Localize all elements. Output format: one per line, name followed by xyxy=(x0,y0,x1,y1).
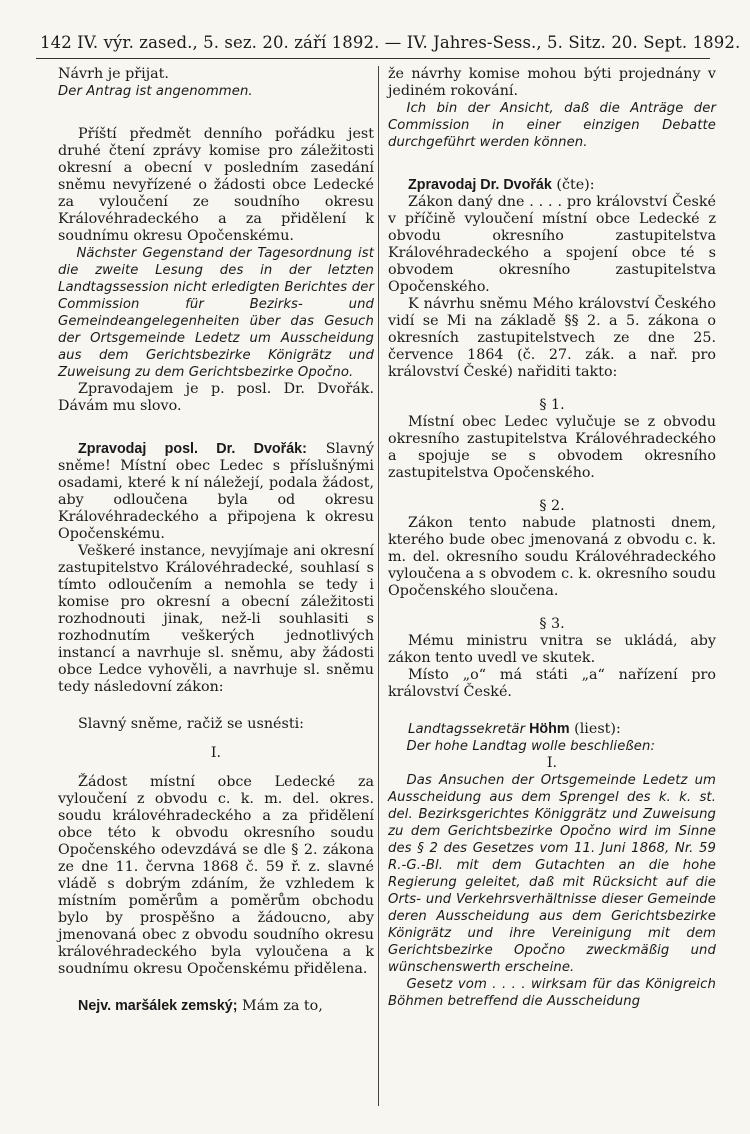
section-3-heading: § 3. xyxy=(539,616,565,632)
right-column xyxy=(388,66,716,1010)
section-1-text: Místní obec Ledec vylučuje se z obvodu okresního zastupitelstva Královéhradeckého a spojuje se s obvodem okresního zastupitelstva Opočenského. xyxy=(388,414,716,481)
marshal-speech xyxy=(58,998,374,1015)
section-3-text: Mému ministru vnitra se ukládá, aby zákon tento uvedl ve skutek. xyxy=(388,633,716,666)
secretary-reads xyxy=(388,721,716,738)
secretary-title: Landtagssekretär xyxy=(408,722,526,737)
instances-paragraph: Veškeré instance, nevyjímaje ani okresní zastupitelstvo Královéhradecké, souhlasí s tímto odloučením a nemohla se tedy i komise pro okresní a obecní záležitosti rozhodnouti jinak, než-li souhlasiti s rozhodnutím veškerých jednotlivých instancí a navrhuje sl. sněmu, aby žádosti obce Ledce vyhověli, a navrhuje sl. sněmu tedy následovní zákon: xyxy=(58,543,374,695)
left-column xyxy=(58,66,374,1015)
petition-paragraph: Žádost místní obce Ledecké za vyloučení z obvodu c. k. m. del. okres. soudu královéhradeckého a za přidělení obce této k obvodu okresního soudu Opočenského odevzdává se dle § 2. zákona ze dne 11. června 1868 č. 59 ř. z. slavné vládě s dobrým zdáním, že vzhledem k místním poměrům a poměrům obchodu bylo by prospěšno a žádoucno, aby jmenovaná obec z obvodu soudního okresu královéhradeckého byla vyloučena a k soudnímu okresu Opočenskému přidělena. xyxy=(58,774,374,977)
law-title-de: Gesetz vom . . . . wirksam für das Königreich Böhmen betreffend die Ausscheidung xyxy=(388,977,716,1009)
next-item-de: Nächster Gegenstand der Tagesordnung ist die zweite Lesung des in der letzten Landtagssession nicht erledigten Berichtes der Commission für Bezirks- und Gemeindeangelegenheiten über das Gesuch der Ortsgemeinde Ledetz um Ausscheidung aus dem Gerichtsbezirke Königrätz und Zuweisung zu dem Gerichtsbezirke Opočno. xyxy=(58,246,374,380)
law-preamble: K návrhu sněmu Mého království Českého vidí se Mi na základě §§ 2. a 5. zákona o okresních zastupitelstvech ze dne 25. července 1864 (č. 27. zák. a nař. pro království České) nařiditi takto: xyxy=(388,296,716,380)
joint-debate-cz: že návrhy komise mohou býti projednány v jediném rokování. xyxy=(388,66,716,99)
section-2-text: Zákon tento nabude platnosti dnem, kterého bude obec jmenovaná z obvodu c. k. m. del. okresního soudu Královéhradeckého vyloučena a s obvodem c. k. okresního soudu Opočenského sloučena. xyxy=(388,515,716,599)
speaker-name: Nejv. maršálek zemský; xyxy=(78,998,238,1014)
speaker-tail: (čte): xyxy=(551,177,595,193)
column-divider xyxy=(378,66,379,1106)
next-item-cz: Příští předmět denního pořádku jest druhé čtení zprávy komise pro záležitosti okresní a obecní v posledním zasedání sněmu nevyřízené o žádosti obce Ledecké za vyloučení ze soudního okresu Královéhradeckého a za přidělení k soudnímu okresu Opočenskému. xyxy=(58,126,374,244)
section-i-heading: I. xyxy=(210,745,222,761)
speaker-name: Zpravodaj posl. Dr. Dvořák: xyxy=(78,441,307,457)
petition-paragraph-de: Das Ansuchen der Ortsgemeinde Ledetz um Ausscheidung aus dem Sprengel des k. k. st. del. Bezirksgerichtes Königgrätz und Zuweisung zu dem Gerichtsbezirke Opočno wird im Sinne des § 2 des Gesetzes vom 11. Juni 1868, Nr. 59 R.-G.-Bl. mit dem Gutachten an die hohe Regierung geleitet, daß mit Rücksicht auf die Orts- und Verkehrsverhältnisse dieser Gemeinde deren Ausscheidung aus dem Gerichtsbezirke Königrätz und ihre Vereinigung mit dem Gerichtsbezirke Opočno zweckmäßig und wünschenswerth erscheine. xyxy=(388,773,716,975)
law-title: Zákon daný dne . . . . pro království České v příčině vyloučení místní obce Ledecké z obvodu okresního zastupitelstva Královéhradeckého a spojení obce té s obvodem okresního zastupitelstva Opočenského. xyxy=(388,194,716,295)
joint-debate-de: Ich bin der Ansicht, daß die Anträge der Commission in einer einzigen Debatte durchgeführt werden können. xyxy=(388,101,716,150)
header-rule xyxy=(36,58,710,59)
secretary-name: Höhm xyxy=(525,721,570,737)
resolution-formula-de: Der hohe Landtag wolle beschließen: xyxy=(406,739,656,754)
speaker-name: Zpravodaj Dr. Dvořák xyxy=(408,177,552,193)
page-header: 142 IV. výr. zased., 5. sez. 20. září 1892. — IV. Jahres-Sess., 5. Sitz. 20. Sept. 1892. xyxy=(40,33,741,52)
resolution-formula: Slavný sněme, račiž se usnésti: xyxy=(78,716,304,732)
motion-accepted-cz: Návrh je přijat. xyxy=(58,66,169,82)
speaker-tail: (liest): xyxy=(569,721,621,737)
rapporteur-speech xyxy=(58,441,374,543)
rapporteur-intro: Zpravodajem je p. posl. Dr. Dvořák. Dávám mu slovo. xyxy=(58,381,374,414)
section-1-heading: § 1. xyxy=(539,397,565,413)
speech-text: Mám za to, xyxy=(237,998,323,1014)
rapporteur-reads xyxy=(388,177,716,194)
section-i-heading-de: I. xyxy=(546,755,558,771)
section-2-heading: § 2. xyxy=(539,498,565,514)
section-3-note: Místo „o“ má státi „a“ nařízení pro království České. xyxy=(388,667,716,700)
motion-accepted-de: Der Antrag ist angenommen. xyxy=(58,84,253,99)
speech-text: Slavný sněme! Místní obec Ledec s příslušnými osadami, které k ní náležejí, podala žádost, aby odloučena byla od okresu Královéhradeckého a připojena k okresu Opočenskému. xyxy=(58,441,374,542)
